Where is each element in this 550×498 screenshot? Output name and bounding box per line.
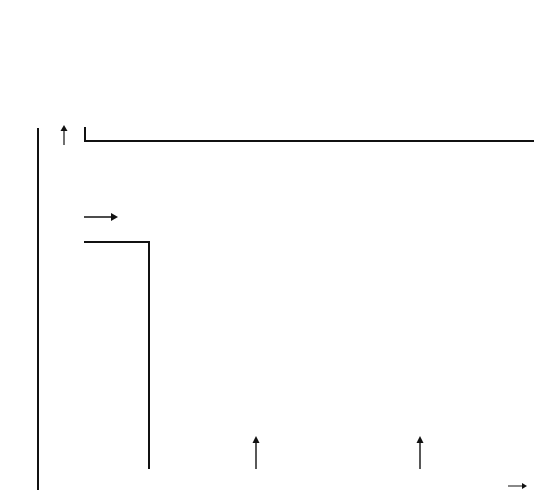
left-block-top-line xyxy=(84,241,150,243)
aisle-up-arrow-icon xyxy=(250,436,262,470)
kindergarten-arrow-icon xyxy=(508,481,528,491)
top-boundary-line xyxy=(84,140,534,142)
left-block-right-line xyxy=(148,241,150,469)
west-boundary-line xyxy=(37,128,39,490)
up-arrow-icon xyxy=(58,125,70,147)
aisle-up-arrow-icon-2 xyxy=(414,436,426,470)
right-arrow-icon xyxy=(84,211,120,223)
